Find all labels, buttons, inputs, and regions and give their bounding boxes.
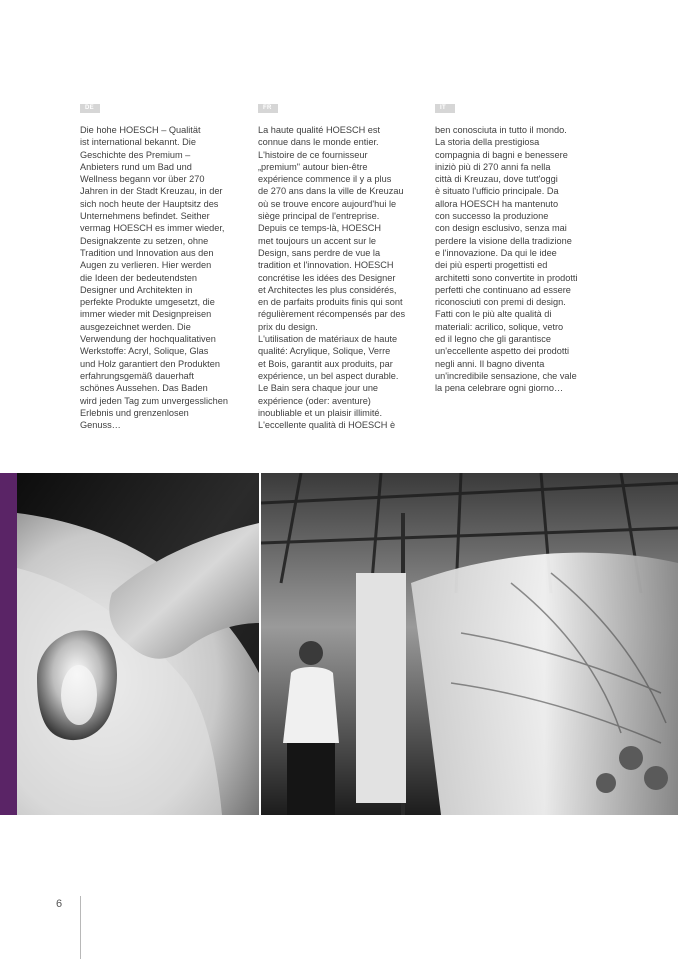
photo-band — [0, 473, 678, 815]
column-french — [258, 96, 426, 431]
column-german — [80, 96, 248, 431]
photo-man-with-bath-panel — [261, 473, 678, 815]
language-badge-fr: FR — [258, 104, 278, 113]
photo-hand-on-tub — [17, 473, 259, 815]
column-italian — [435, 96, 603, 395]
body-text-it: ben conosciuta in tutto il mondo. La storia della prestigiosa compagnia di bagni e benessere iniziò più di 270 anni fa nella città di Kreuzau, dove tutt'oggi è situato l'ufficio principale. Da allora HOESCH ha mantenuto con successo la produzione con design esclusivo, senza mai perdere la visione della tradizione e l'innovazione. Da qui le idee dei più esperti progettisti ed architetti sono convertite in prodotti perfetti che continuano ad essere riconosciuti con premi di design. Fatti con le più alte qualità di materiali: acrilico, solique, vetro ed il legno che gli garantisce un'eccellente aspetto dei prodotti negli anni. Il bagno diventa un'incredibile sensazione, che vale la pena celebrare ogni giorno… — [435, 125, 578, 394]
footer-divider — [80, 896, 81, 959]
language-badge-de: DE — [80, 104, 100, 113]
body-text-de: Die hohe HOESCH – Qualität ist international bekannt. Die Geschichte des Premium – Anbieters rund um Bad und Wellness begann vor über 270 Jahren in der Stadt Kreuzau, in der sich noch heute der Hauptsitz des Unternehmens befindet. Seither vermag HOESCH es immer wieder, Designakzente zu setzen, ohne Tradition und Innovation aus den Augen zu verlieren. Hier werden die Ideen der bedeutendsten Designer und Architekten in perfekte Produkte umgesetzt, die immer wieder mit Designpreisen ausgezeichnet werden. Die Verwendung der hochqualitativen Werkstoffe: Acryl, Solique, Glas und Holz garantiert den Produkten erfahrungsgemäß dauerhaft schönes Aussehen. Das Baden wird jeden Tag zum unvergesslichen Erlebnis und grenzenlosen Genuss… — [80, 125, 228, 431]
language-badge-it: IT — [435, 104, 455, 113]
page-number: 6 — [56, 898, 63, 910]
body-text-fr: La haute qualité HOESCH est connue dans le monde entier. L'histoire de ce fournisseur „premium" autour bien-être expérience commence il y a plus de 270 ans dans la ville de Kreuzau où se trouve encore aujourd'hui le siège principal de l'entreprise. Depuis ce temps-là, HOESCH met toujours un accent sur le Design, sans perdre de vue la tradition et l'innovation. HOESCH concrétise les idées des Designer et Architectes les plus considérés, en de parfaits produits finis qui sont régulièrement récompensés par des prix du design. L'utilisation de matériaux de haute qualité: Acrylique, Solique, Verre et Bois, garantit aux produits, par expérience, un bel aspect durable. Le Bain sera chaque jour une expérience (oder: aventure) inoubliable et un plaisir illimité. L'eccellente qualità di HOESCH è — [258, 125, 406, 431]
accent-strip — [0, 473, 17, 815]
